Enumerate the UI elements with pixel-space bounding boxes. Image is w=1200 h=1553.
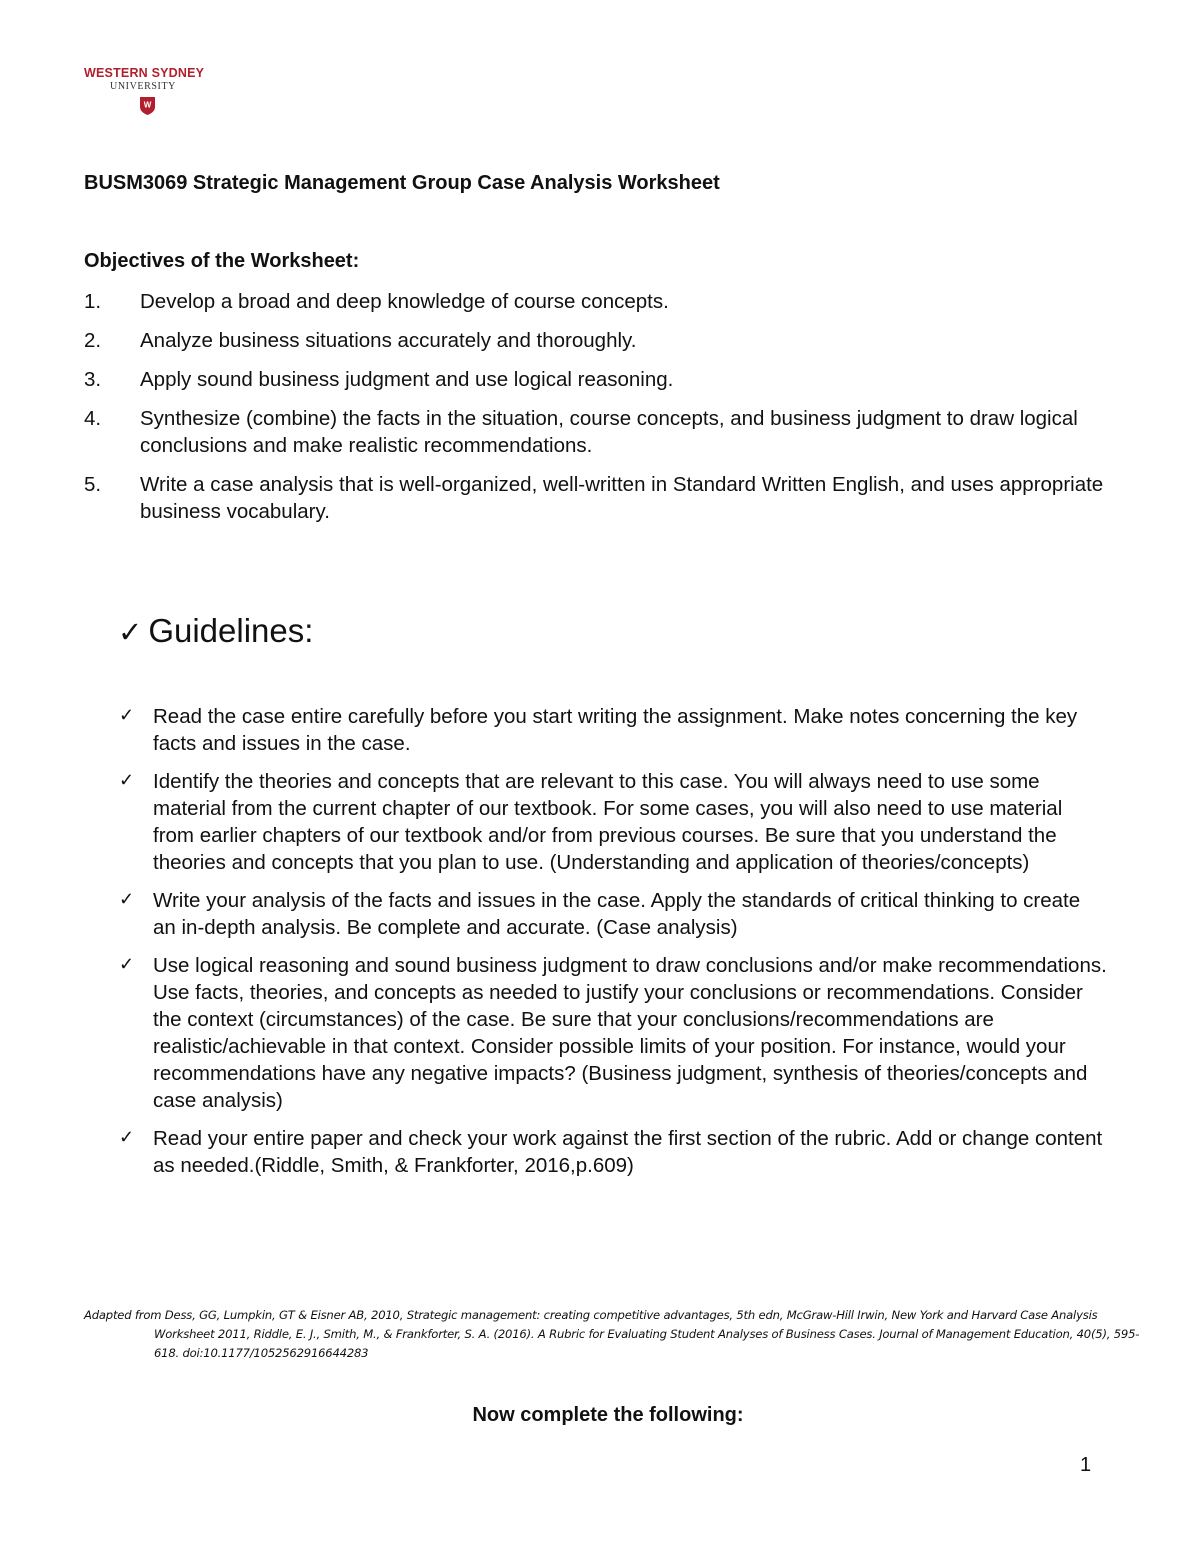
- checkmark-icon: ✓: [119, 954, 135, 974]
- objective-number: 4.: [84, 407, 102, 430]
- objectives-list: [84, 288, 1154, 537]
- university-logo: [84, 66, 210, 120]
- objective-item: [84, 327, 1154, 354]
- guideline-text: Write your analysis of the facts and issues in the case. Apply the standards of critical thinking to create an in-depth analysis. Be complete and accurate. (Case analysis): [153, 889, 1081, 939]
- guideline-text: Read the case entire carefully before you start writing the assignment. Make notes concerning the key facts and issues in the case.: [153, 705, 1078, 755]
- objective-number: 2.: [84, 329, 102, 352]
- objective-number: 1.: [84, 290, 102, 313]
- checkmark-icon: ✓: [119, 770, 135, 790]
- objective-text: Analyze business situations accurately and thoroughly.: [140, 329, 637, 352]
- guidelines-heading: [118, 612, 313, 650]
- checkmark-icon: ✓: [119, 705, 135, 725]
- guideline-text: Use logical reasoning and sound business judgment to draw conclusions and/or make recommendations. Use facts, theories, and concepts as needed to justify your conclusions or recommendations. Consider the context (circumstances) of the case. Be sure that your conclusions/recommendations are realistic/achievable in that context. Consider possible limits of your position. For instance, would your recommendations have any negative impacts? (Business judgment, synthesis of theories/concepts and case analysis): [153, 954, 1107, 1112]
- svg-text:W: W: [143, 100, 152, 110]
- logo-wordmark-line2: UNIVERSITY: [110, 81, 176, 92]
- guidelines-list: [118, 703, 1108, 1190]
- objective-item: [84, 366, 1154, 393]
- checkmark-icon: ✓: [118, 617, 143, 649]
- objectives-heading: Objectives of the Worksheet:: [84, 250, 360, 272]
- guideline-item: [118, 703, 1108, 757]
- objective-item: [84, 288, 1154, 315]
- checkmark-icon: ✓: [119, 1127, 135, 1147]
- document-title: BUSM3069 Strategic Management Group Case Analysis Worksheet: [84, 172, 720, 194]
- objective-number: 3.: [84, 368, 102, 391]
- objective-number: 5.: [84, 473, 102, 496]
- guideline-text: Identify the theories and concepts that are relevant to this case. You will always need to use some material from the current chapter of our textbook. For some cases, you will also need to use material from earlier chapters of our textbook and/or from previous courses. Be sure that you understand the theories and concepts that you plan to use. (Understanding and application of theories/concepts): [153, 770, 1063, 874]
- guideline-text: Read your entire paper and check your work against the first section of the rubric. Add or change content as needed.(Riddle, Smith, & Frankforter, 2016,p.609): [153, 1127, 1103, 1177]
- logo-wordmark-line1: WESTERN SYDNEY: [84, 66, 205, 80]
- objective-text: Develop a broad and deep knowledge of course concepts.: [140, 290, 669, 313]
- reference-citation: Adapted from Dess, GG, Lumpkin, GT & Eisner AB, 2010, Strategic management: creating competitive advantages, 5th edn, McGraw-Hill Irwin, New York and Harvard Case Analysis Worksheet 2011, Riddle, E. J., Smith, M., & Frankforter, S. A. (2016). A Rubric for Evaluating Student Analyses of Business Cases. Journal of Management Education, 40(5), 595-618. doi:10.1177/1052562916644283: [84, 1308, 1140, 1360]
- guideline-item: [118, 768, 1108, 876]
- objective-text: Apply sound business judgment and use logical reasoning.: [140, 368, 674, 391]
- complete-prompt: Now complete the following:: [472, 1404, 744, 1426]
- guideline-item: [118, 1125, 1108, 1179]
- objective-text: Write a case analysis that is well-organized, well-written in Standard Written English, and uses appropriate business vocabulary.: [140, 473, 1104, 523]
- page-number: 1: [1080, 1454, 1092, 1476]
- objective-item: [84, 471, 1154, 525]
- checkmark-icon: ✓: [119, 889, 135, 909]
- guidelines-heading-text: Guidelines:: [148, 612, 314, 649]
- objective-text: Synthesize (combine) the facts in the situation, course concepts, and business judgment to draw logical conclusions and make realistic recommendations.: [140, 407, 1078, 457]
- shield-icon: [140, 97, 155, 115]
- guideline-item: [118, 952, 1108, 1114]
- objective-item: [84, 405, 1154, 459]
- guideline-item: [118, 887, 1108, 941]
